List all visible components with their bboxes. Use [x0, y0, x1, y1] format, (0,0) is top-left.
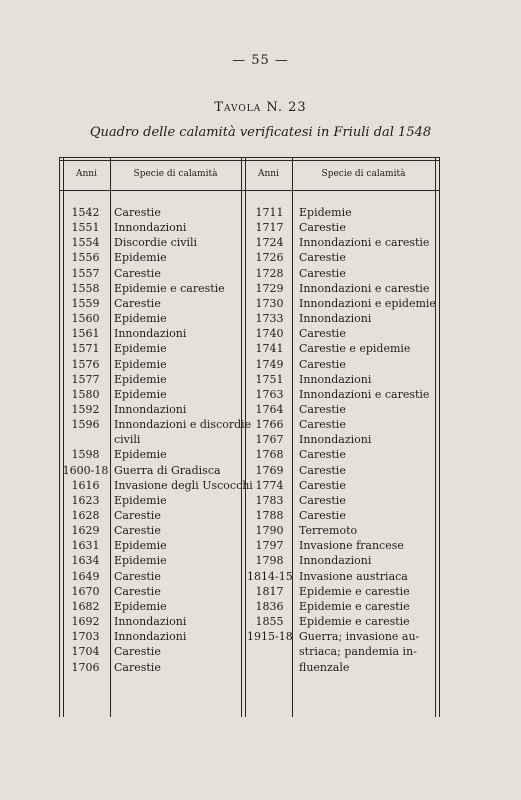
species-right-cell: striaca; pandemia in-	[299, 645, 417, 659]
header-top-rule-inner	[59, 160, 440, 161]
year-right-cell: 1798	[255, 554, 284, 568]
table-row	[59, 538, 440, 553]
year-left-cell: 1576	[71, 357, 100, 371]
species-right-cell: Epidemie e carestie	[299, 584, 410, 598]
table-row	[59, 523, 440, 538]
species-right-cell: Terremoto	[299, 524, 358, 538]
species-left-cell: Carestie	[114, 660, 161, 674]
table-row	[59, 493, 440, 508]
year-right-cell: 1836	[255, 599, 284, 613]
year-right-cell: 1797	[255, 539, 284, 553]
species-left-cell: Carestie	[114, 569, 161, 583]
species-right-cell: Invasione francese	[299, 539, 404, 553]
species-left-cell: Epidemie	[114, 493, 167, 507]
species-left-cell: Carestie	[114, 584, 161, 598]
species-left-cell: civili	[114, 433, 141, 447]
table-row	[59, 281, 440, 296]
species-left-cell: Carestie	[114, 266, 161, 280]
year-right-cell: 1783	[255, 493, 284, 507]
year-left-cell: 1577	[71, 372, 100, 386]
year-left-cell: 1560	[71, 312, 100, 326]
year-left-cell: 1704	[71, 645, 100, 659]
species-right-cell: Innondazioni e carestie	[299, 281, 430, 295]
table-row	[59, 508, 440, 523]
year-left-cell: 1628	[71, 509, 100, 522]
year-left-cell: 1596	[71, 418, 100, 432]
species-left-cell: Innondazioni	[114, 327, 187, 341]
year-right-cell: 1749	[255, 357, 284, 371]
year-right-cell: 1769	[255, 463, 284, 477]
species-right-cell: Carestie	[299, 402, 346, 416]
table-row	[59, 660, 440, 675]
species-left-cell: Epidemie	[114, 312, 167, 326]
year-left-cell: 1631	[71, 539, 100, 553]
species-left-cell: Innondazioni	[114, 630, 187, 644]
table-row	[59, 478, 440, 493]
table-row	[59, 387, 440, 402]
year-left-cell: 1634	[71, 554, 100, 568]
species-right-cell: Carestie e epidemie	[299, 342, 411, 356]
species-right-cell: Carestie	[299, 418, 346, 432]
header-bottom-rule	[59, 190, 440, 191]
species-left-cell: Epidemie e carestie	[114, 281, 225, 295]
year-right-cell: 1763	[255, 387, 284, 401]
year-left-cell: 1682	[71, 599, 100, 613]
year-left-cell: 1706	[71, 660, 100, 674]
table-row	[59, 311, 440, 326]
year-right-cell: 1729	[255, 281, 284, 295]
species-right-cell: Innondazioni	[299, 554, 372, 568]
species-left-cell: Epidemie	[114, 251, 167, 265]
species-right-cell: Innondazioni	[299, 312, 372, 326]
year-right-cell: 1766	[255, 418, 284, 432]
species-right-cell: Innondazioni	[299, 372, 372, 386]
year-left-cell: 1629	[71, 524, 100, 538]
year-right-cell: 1774	[255, 478, 284, 492]
table-row	[59, 296, 440, 311]
year-left-cell: 1542	[71, 206, 100, 219]
species-right-cell: Guerra; invasione au-	[299, 630, 420, 644]
year-right-cell: 1788	[255, 509, 284, 522]
table-row	[59, 432, 440, 447]
year-right-cell: 1814-15	[247, 569, 293, 583]
year-left-cell: 1551	[71, 221, 100, 235]
year-left-cell: 1556	[71, 251, 100, 265]
year-left-cell: 1557	[71, 266, 100, 280]
species-left-cell: Epidemie	[114, 387, 167, 401]
year-left-cell: 1692	[71, 615, 100, 629]
table-row	[59, 220, 440, 235]
year-right-cell: 1768	[255, 448, 284, 462]
year-left-cell: 1649	[71, 569, 100, 583]
species-right-cell: Carestie	[299, 357, 346, 371]
table-row	[59, 644, 440, 659]
species-right-cell: Carestie	[299, 327, 346, 341]
table-row	[59, 357, 440, 372]
species-left-cell: Epidemie	[114, 599, 167, 613]
header-year-left: Anni	[76, 169, 97, 179]
species-right-cell: Carestie	[299, 221, 346, 235]
table-row	[59, 569, 440, 584]
year-right-cell: 1741	[255, 342, 284, 356]
table-row	[59, 235, 440, 250]
year-left-cell: 1670	[71, 584, 100, 598]
table-row	[59, 584, 440, 599]
species-left-cell: Epidemie	[114, 372, 167, 386]
species-right-cell: Invasione austriaca	[299, 569, 408, 583]
species-right-cell: Carestie	[299, 478, 346, 492]
species-right-cell: Innondazioni e carestie	[299, 236, 430, 250]
year-right-cell: 1790	[255, 524, 284, 538]
species-right-cell: Innondazioni	[299, 433, 372, 447]
table-row	[59, 447, 440, 462]
table-row	[59, 553, 440, 568]
table-row	[59, 250, 440, 265]
species-right-cell: Epidemie	[299, 206, 352, 219]
species-left-cell: Innondazioni e discordie	[114, 418, 252, 432]
species-left-cell: Carestie	[114, 524, 161, 538]
species-right-cell: Innondazioni e carestie	[299, 387, 430, 401]
species-left-cell: Guerra di Gradisca	[114, 463, 221, 477]
year-left-cell: 1571	[71, 342, 100, 356]
header-year-right: Anni	[258, 169, 279, 179]
species-left-cell: Epidemie	[114, 448, 167, 462]
year-right-cell: 1730	[255, 296, 284, 310]
year-right-cell: 1726	[255, 251, 284, 265]
year-left-cell: 1580	[71, 387, 100, 401]
species-right-cell: Carestie	[299, 266, 346, 280]
species-right-cell: Carestie	[299, 493, 346, 507]
year-left-cell: 1616	[71, 478, 100, 492]
table-row	[59, 599, 440, 614]
table-row	[59, 341, 440, 356]
table-row	[59, 402, 440, 417]
year-right-cell: 1767	[255, 433, 284, 447]
table-title: Tavola N. 23	[214, 100, 307, 115]
species-left-cell: Carestie	[114, 509, 161, 522]
year-right-cell: 1915-18	[247, 630, 293, 644]
year-right-cell: 1751	[255, 372, 284, 386]
table-row	[59, 266, 440, 281]
species-left-cell: Innondazioni	[114, 402, 187, 416]
species-right-cell: Epidemie e carestie	[299, 615, 410, 629]
year-left-cell: 1592	[71, 402, 100, 416]
species-left-cell: Epidemie	[114, 539, 167, 553]
year-right-cell: 1728	[255, 266, 284, 280]
table-row	[59, 614, 440, 629]
species-left-cell: Epidemie	[114, 342, 167, 356]
year-right-cell: 1711	[255, 206, 284, 219]
year-left-cell: 1554	[71, 236, 100, 250]
year-right-cell: 1717	[255, 221, 284, 235]
header-top-rule	[59, 157, 440, 158]
year-left-cell: 1623	[71, 493, 100, 507]
species-left-cell: Carestie	[114, 645, 161, 659]
year-left-cell: 1561	[71, 327, 100, 341]
species-left-cell: Epidemie	[114, 554, 167, 568]
year-right-cell: 1764	[255, 402, 284, 416]
species-left-cell: Carestie	[114, 206, 161, 219]
table-row	[59, 629, 440, 644]
species-right-cell: Carestie	[299, 463, 346, 477]
year-left-cell: 1559	[71, 296, 100, 310]
species-right-cell: Carestie	[299, 509, 346, 522]
year-left-cell: 1558	[71, 281, 100, 295]
table-row	[59, 326, 440, 341]
species-right-cell: Carestie	[299, 251, 346, 265]
year-left-cell: 1598	[71, 448, 100, 462]
species-right-cell: Carestie	[299, 448, 346, 462]
table-caption: Quadro delle calamità verificatesi in Friuli dal 1548	[89, 125, 432, 140]
species-right-cell: fluenzale	[299, 660, 350, 674]
species-right-cell: Epidemie e carestie	[299, 599, 410, 613]
header-species-right: Specie di calamità	[321, 169, 406, 179]
header-species-left: Specie di calamità	[133, 169, 218, 179]
species-left-cell: Epidemie	[114, 357, 167, 371]
species-left-cell: Invasione degli Uscocchi	[114, 478, 253, 492]
calamity-table	[59, 157, 440, 717]
table-row	[59, 417, 440, 432]
table-row	[59, 372, 440, 387]
species-right-cell: Innondazioni e epidemie	[299, 296, 436, 310]
year-right-cell: 1817	[255, 584, 284, 598]
species-left-cell: Innondazioni	[114, 615, 187, 629]
species-left-cell: Discordie civili	[114, 236, 198, 250]
year-right-cell: 1724	[255, 236, 284, 250]
species-left-cell: Carestie	[114, 296, 161, 310]
table-row	[59, 205, 440, 220]
year-left-cell: 1703	[71, 630, 100, 644]
table-row	[59, 463, 440, 478]
year-right-cell: 1855	[255, 615, 284, 629]
year-right-cell: 1733	[255, 312, 284, 326]
species-left-cell: Innondazioni	[114, 221, 187, 235]
page-number: — 55 —	[232, 53, 289, 68]
year-left-cell: 1600-18	[62, 463, 109, 477]
year-right-cell: 1740	[255, 327, 284, 341]
